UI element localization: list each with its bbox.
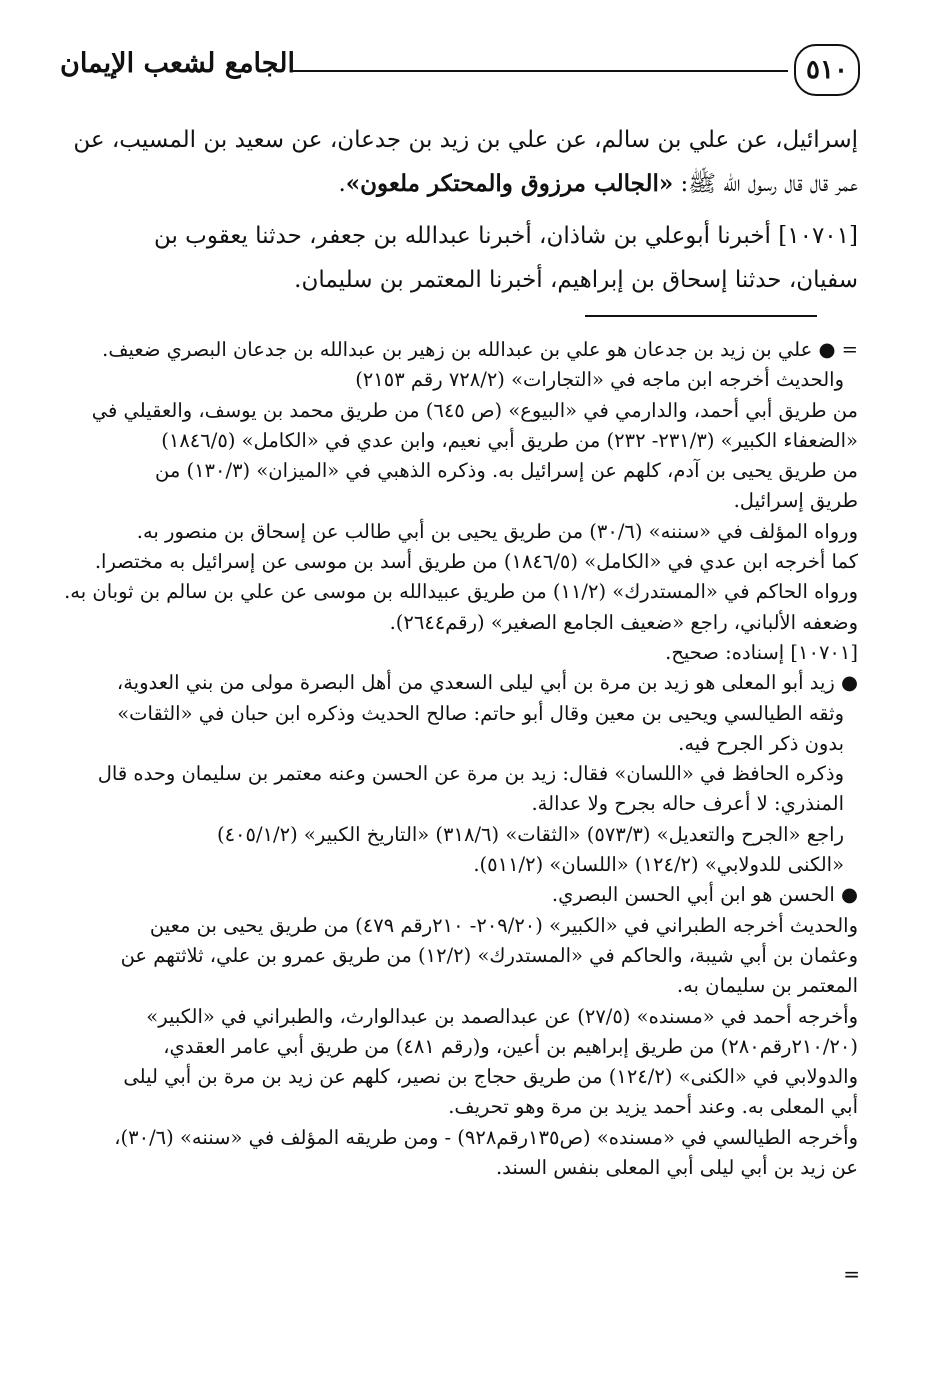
footnote-line: كما أخرجه ابن عدي في «الكامل» (١٨٤٦/٥) من طريق أسد بن موسى عن إسرائيل به مختصرا. [94, 550, 858, 574]
footnote-line: طريق إسرائيل. [733, 489, 858, 513]
footnote-line: وعثمان بن أبي شيبة، والحاكم في «المستدرك» (١٢/٢) من طريق عمرو بن علي، ثلاثتهم عن [120, 943, 858, 967]
footnote-line: عن زيد بن أبي ليلى أبي المعلى بنفس السند. [495, 1156, 858, 1180]
main-line [60, 162, 858, 206]
footnotes [60, 335, 858, 1183]
page-number: ٥١٠ [794, 44, 860, 96]
hadith-intro: عمر قال قال رسول الله ﷺ: [673, 171, 858, 197]
footnote-line: «الضعفاء الكبير» (٢٣١/٣- ٢٣٢) من طريق أبي نعيم، وابن عدي في «الكامل» (١٨٤٦/٥) [161, 428, 858, 452]
footnote-line: = ● علي بن زيد بن جدعان هو علي بن عبدالله بن زهير بن عبدالله بن جدعان البصري ضعيف. [102, 338, 858, 361]
footnote-line: وضعفه الألباني، راجع «ضعيف الجامع الصغير» (رقم٢٦٤٤). [389, 610, 858, 634]
footnote-line: والدولابي في «الكنى» (١٢٤/٢) من طريق حجاج بن نصير، كلهم عن زيد بن مرة بن أبي ليلى [123, 1065, 858, 1089]
header-rule [292, 70, 788, 72]
book-title: الجامع لشعب الإيمان [60, 48, 295, 79]
footnote-line: والحديث أخرجه الطبراني في «الكبير» (٢٠٩/٢٠- ٢١٠رقم ٤٧٩) من طريق يحيى بن معين [149, 913, 858, 937]
footnote-line: من طريق يحيى بن آدم، كلهم عن إسرائيل به. وذكره الذهبي في «الميزان» (١٣٠/٣) من [154, 459, 858, 483]
footnote-line: ورواه المؤلف في «سننه» (٣٠/٦) من طريق يحيى بن أبي طالب عن إسحاق بن منصور به. [136, 519, 858, 543]
main-line: سفيان، حدثنا إسحاق بن إبراهيم، أخبرنا المعتمر بن سليمان. [294, 267, 858, 293]
hadith-end: . [338, 171, 346, 197]
main-text [60, 118, 858, 302]
main-line: إسرائيل، عن علي بن سالم، عن علي بن زيد بن جدعان، عن سعيد بن المسيب، عن [73, 127, 858, 153]
footnote-line: وذكره الحافظ في «اللسان» فقال: زيد بن مرة عن الحسن وعنه معتمر بن سليمان وحده قال [97, 762, 844, 786]
footnote-line: راجع «الجرح والتعديل» (٥٧٣/٣) «الثقات» (٣١٨/٦) «التاريخ الكبير» (٤٠٥/١/٢) [216, 822, 844, 846]
footnote-line: وثقه الطيالسي ويحيى بن معين وقال أبو حاتم: صالح الحديث وذكره ابن حبان في «الثقات» [117, 701, 844, 725]
footnote-line: بدون ذكر الجرح فيه. [678, 731, 844, 755]
footnote-line: [١٠٧٠١] إسناده: صحيح. [665, 640, 858, 664]
footnote-line: وأخرجه أحمد في «مسنده» (٢٧/٥) عن عبدالصمد بن عبدالوارث، والطبراني في «الكبير» [146, 1004, 858, 1028]
footnote-line: «الكنى للدولابي» (١٢٤/٢) «اللسان» (٥١١/٢). [473, 853, 844, 877]
footnote-line: المعتمر بن سليمان به. [676, 974, 858, 998]
main-line: [١٠٧٠١] أخبرنا أبوعلي بن شاذان، أخبرنا عبدالله بن جعفر، حدثنا يعقوب بن [153, 223, 858, 249]
hadith-text: «الجالب مرزوق والمحتكر ملعون» [345, 170, 674, 197]
footnote-line: ● زيد أبو المعلى هو زيد بن مرة بن أبي ليلى السعدي من أهل البصرة مولى من بني العدوية، [116, 671, 858, 695]
footnote-line: (٢١٠/٢٠رقم٢٨٠) من طريق إبراهيم بن أعين، و(رقم ٤٨١) من طريق أبي عامر العقدي، [163, 1034, 858, 1058]
footnote-line: والحديث أخرجه ابن ماجه في «التجارات» (٧٢٨/٢ رقم ٢١٥٣) [355, 368, 844, 392]
footnote-line: ورواه الحاكم في «المستدرك» (١١/٢) من طريق عبيدالله بن موسى عن علي بن سالم بن ثوبان به. [64, 580, 858, 604]
footnote-line: ● الحسن هو ابن أبي الحسن البصري. [551, 883, 858, 907]
footnote-line: وأخرجه الطيالسي في «مسنده» (ص١٣٥رقم٩٢٨) - ومن طريقه المؤلف في «سننه» (٣٠/٦)، [114, 1125, 858, 1149]
footnote-line: المنذري: لا أعرف حاله بجرح ولا عدالة. [531, 792, 844, 816]
footnote-line: من طريق أبي أحمد، والدارمي في «البيوع» (ص ٦٤٥) من طريق محمد بن يوسف، والعقيلي في [91, 398, 858, 422]
footnote-line: أبي المعلى به. وعند أحمد يزيد بن مرة وهو تحريف. [448, 1095, 858, 1119]
continuation-marker: = [843, 1262, 860, 1286]
footnote-separator [585, 315, 817, 317]
page-header [60, 38, 860, 108]
